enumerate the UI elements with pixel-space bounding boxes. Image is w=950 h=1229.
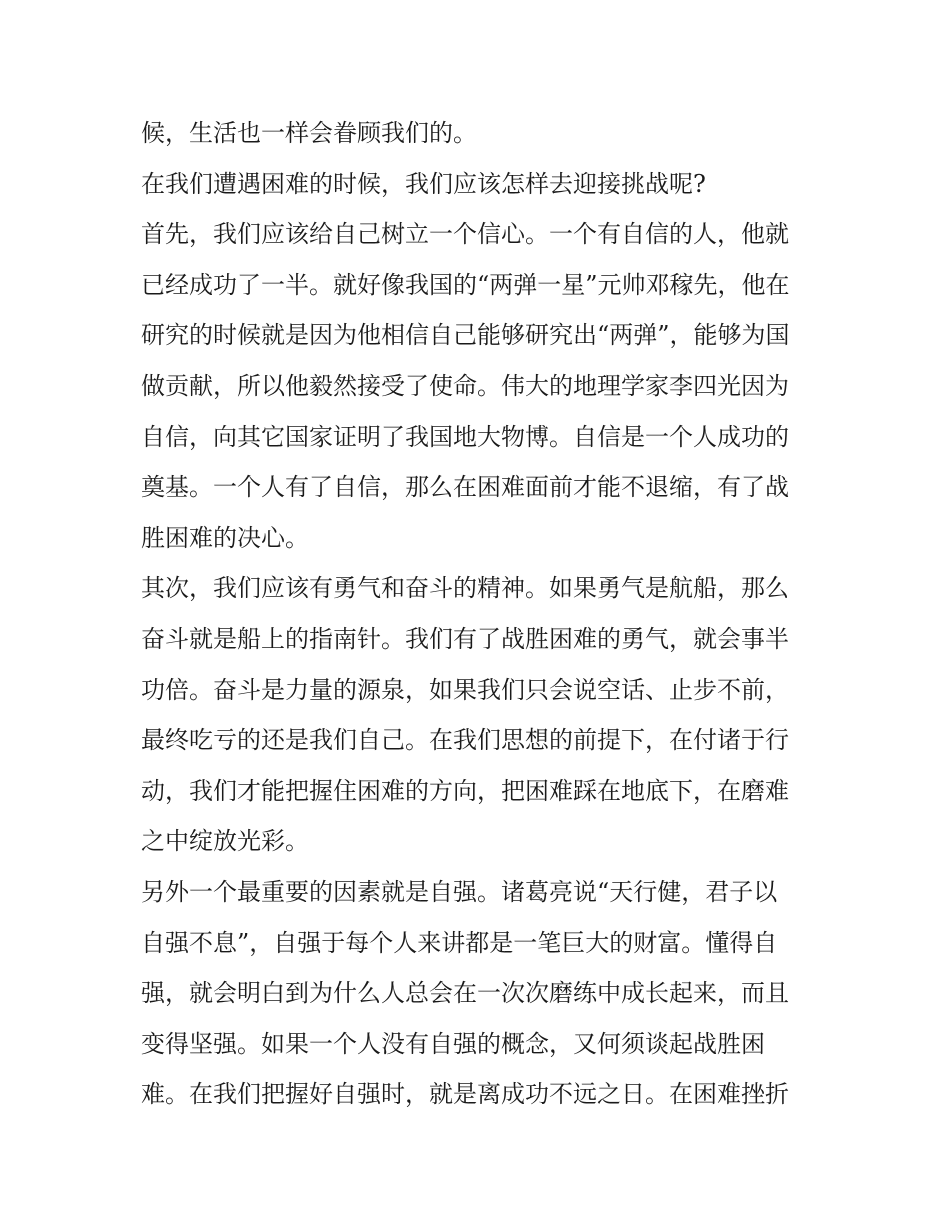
text-line: 动，我们才能把握住困难的方向，把困难踩在地底下，在磨难 xyxy=(141,776,789,805)
text-line: 之中绽放光彩。 xyxy=(141,827,309,856)
text-line: 难。在我们把握好自强时，就是离成功不远之日。在困难挫折 xyxy=(141,1080,789,1109)
text-line: 自强不息”，自强于每个人来讲都是一笔巨大的财富。懂得自 xyxy=(141,928,778,957)
text-line: 胜困难的决心。 xyxy=(141,523,309,552)
body-text xyxy=(141,108,821,1120)
text-line: 自信，向其它国家证明了我国地大物博。自信是一个人成功的 xyxy=(141,422,789,451)
text-line: 首先，我们应该给自己树立一个信心。一个有自信的人，他就 xyxy=(141,220,789,249)
text-line: 变得坚强。如果一个人没有自强的概念，又何须谈起战胜困 xyxy=(141,1029,765,1058)
text-line: 最终吃亏的还是我们自己。在我们思想的前提下，在付诸于行 xyxy=(141,726,789,755)
text-line: 另外一个最重要的因素就是自强。诸葛亮说“天行健，君子以 xyxy=(141,877,778,906)
text-line: 候，生活也一样会眷顾我们的。 xyxy=(141,119,477,147)
text-line: 奠基。一个人有了自信，那么在困难面前才能不退缩，有了战 xyxy=(141,473,789,502)
text-line: 其次，我们应该有勇气和奋斗的精神。如果勇气是航船，那么 xyxy=(141,574,789,603)
text-line: 强，就会明白到为什么人总会在一次次磨练中成长起来，而且 xyxy=(141,979,789,1008)
text-line: 功倍。奋斗是力量的源泉，如果我们只会说空话、止步不前， xyxy=(141,675,789,704)
text-line: 研究的时候就是因为他相信自己能够研究出“两弹”，能够为国 xyxy=(141,321,790,350)
text-line: 奋斗就是船上的指南针。我们有了战胜困难的勇气，就会事半 xyxy=(141,624,789,653)
text-line: 在我们遭遇困难的时候，我们应该怎样去迎接挑战呢? xyxy=(141,169,706,198)
text-line: 已经成功了一半。就好像我国的“两弹一星”元帅邓稼先，他在 xyxy=(141,270,790,299)
text-line: 做贡献，所以他毅然接受了使命。伟大的地理学家李四光因为 xyxy=(141,371,789,400)
